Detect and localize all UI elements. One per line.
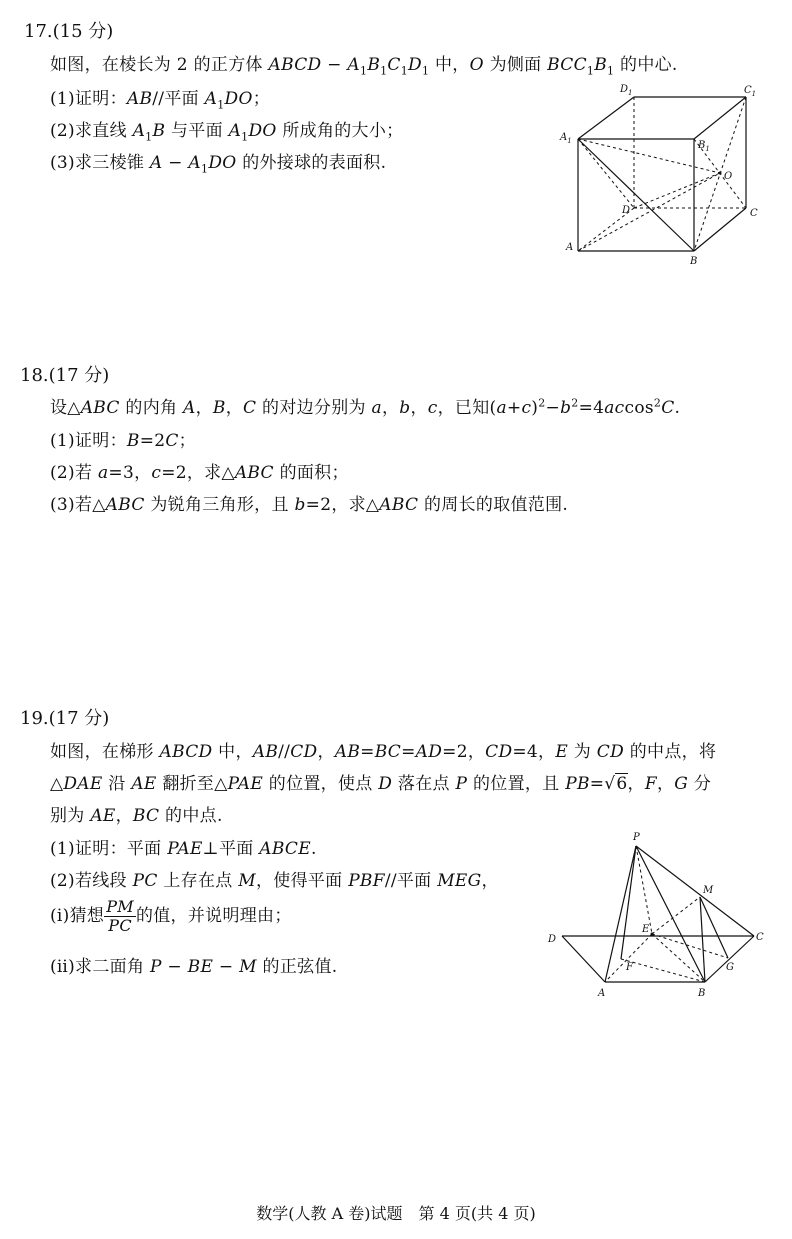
label-F: F (626, 962, 633, 973)
label-E: E (642, 924, 650, 935)
question-19-stem-line-2: △DAE 沿 AE 翻折至△PAE 的位置，使点 D 落在点 P 的位置，且 PB=√6，F，G 分 (50, 774, 712, 794)
label-A: A (566, 242, 574, 253)
label-G: G (726, 962, 734, 973)
label-O: O (724, 171, 733, 182)
question-17-number: 17.(15 分) (24, 21, 114, 42)
question-19-part-2-ii: (ⅱ)求二面角 P − BE − M 的正弦值. (50, 957, 338, 977)
question-19-part-2-i: (ⅰ)猜想 $\frac{PM}{PC}$ 的值，并说明理由； (50, 897, 292, 935)
label-D1: $D_1$ (620, 84, 633, 97)
question-19-stem-line-1: 如图，在梯形 ABCD 中，AB//CD，AB=BC=AD=2，CD=4，E 为 CD 的中点，将 (50, 742, 717, 762)
fraction-pm-pc: $\frac{PM}{PC}$ (106, 897, 134, 935)
label-A1: $A_1$ (560, 132, 572, 145)
question-18-number: 18.(17 分) (20, 365, 110, 386)
question-18-part-3: (3)若△ABC 为锐角三角形，且 b=2，求△ABC 的周长的取值范围. (50, 495, 569, 515)
label-C: C (756, 932, 764, 943)
question-17-part-2: (2)求直线 $A_1B$ 与平面 $A_1DO$ 所成角的大小； (50, 121, 404, 144)
label-B: B (690, 256, 698, 267)
question-19-part-2: (2)若线段 PC 上存在点 M，使得平面 PBF//平面 MEG， (50, 871, 499, 891)
label-C: C (750, 208, 758, 219)
trapezoid-fold-figure (540, 826, 770, 1004)
cube-figure (556, 80, 766, 268)
label-A: A (598, 988, 606, 999)
label-P: P (633, 832, 640, 843)
label-M: M (703, 885, 714, 896)
question-17-stem: 如图，在棱长为 2 的正方体 ABCD − $A_1B_1C_1D_1$ 中，O 为侧面 $BCC_1B_1$ 的中心. (50, 55, 678, 78)
question-19-number: 19.(17 分) (20, 708, 110, 729)
page-footer: 数学(人教 A 卷)试题 第 4 页(共 4 页) (256, 1204, 536, 1223)
label-B1: $B_1$ (698, 140, 710, 153)
question-17-part-3: (3)求三棱锥 $A - A_1DO$ 的外接球的表面积. (50, 153, 387, 176)
label-D: D (622, 205, 631, 216)
question-18-stem: 设△ABC 的内角 A，B，C 的对边分别为 a，b，c，已知$(a+c)^2-b^2=4accos^2C$. (50, 396, 681, 418)
question-19-part-1: (1)证明：平面 PAE⊥平面 ABCE. (50, 839, 317, 859)
label-B: B (698, 988, 706, 999)
question-18-part-2: (2)若 a=3，c=2，求△ABC 的面积； (50, 463, 349, 483)
question-17-part-1: (1)证明：AB//平面 $A_1DO$； (50, 89, 270, 112)
question-18-part-1: (1)证明：B=2C； (50, 431, 196, 451)
label-C1: $C_1$ (744, 85, 757, 98)
label-D: D (548, 934, 557, 945)
question-19-stem-line-3: 别为 AE，BC 的中点. (50, 806, 223, 826)
